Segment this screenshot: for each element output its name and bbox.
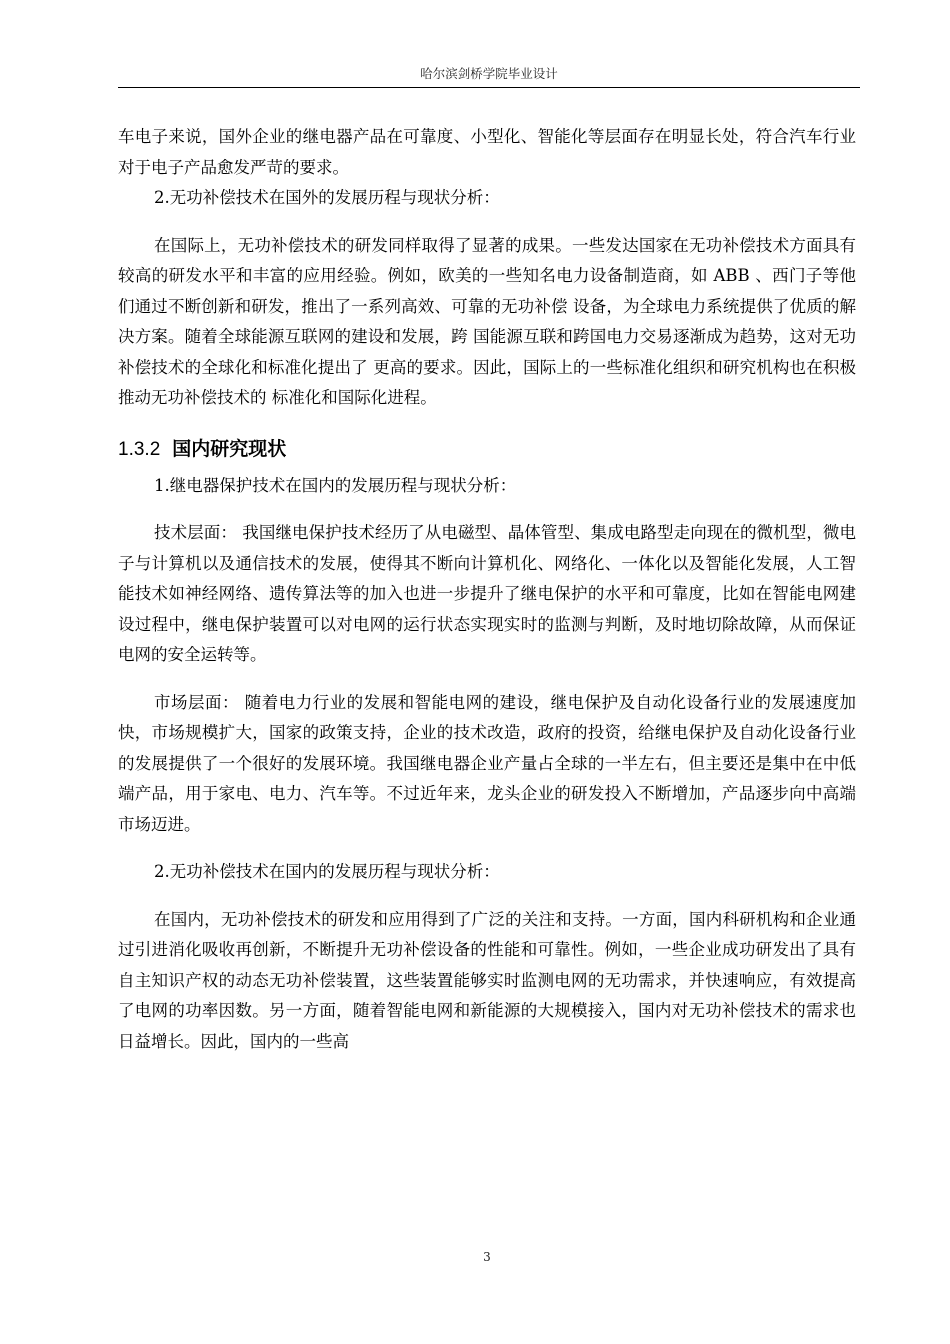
paragraph-foreign-compensation: 在国际上，无功补偿技术的研发同样取得了显著的成果。一些发达国家在无功补偿技术方面具有较高的研发水平和丰富的应用经验。例如，欧美的一些知名电力设备制造商，如 ABB 、西门子等他们通过不断创新和研发，推出了一系列高效、可靠的无功补偿 设备，为全球电力系统提供了优质的解决方案。随着全球能源互联网的建设和发展，跨 国能源互联和跨国电力交易逐渐成为趋势，这对无功补偿技术的全球化和标准化提出了 更高的要求。因此，国际上的一些标准化组织和研究机构也在积极推动无功补偿技术的 标准化和国际化进程。 xyxy=(118,235,856,407)
section-number: 1.3.2 xyxy=(118,438,161,460)
document-body xyxy=(118,122,856,1057)
page-number: 3 xyxy=(483,1250,491,1264)
list-heading-foreign-compensation: 2.无功补偿技术在国外的发展历程与现状分析： xyxy=(154,188,500,207)
section-title: 国内研究现状 xyxy=(172,437,287,460)
list-heading-domestic-relay: 1.继电器保护技术在国内的发展历程与现状分析： xyxy=(154,475,517,495)
section-heading xyxy=(118,436,856,463)
page-header-title: 哈尔滨剑桥学院毕业设计 xyxy=(420,66,558,81)
list-heading-domestic-compensation: 2.无功补偿技术在国内的发展历程与现状分析： xyxy=(154,862,500,881)
header-divider xyxy=(118,87,860,88)
paragraph-market-level: 市场层面： 随着电力行业的发展和智能电网的建设，继电保护及自动化设备行业的发展速度加快，市场规模扩大，国家的政策支持，企业的技术改造，政府的投资，给继电保护及自动化设备行业的发展提供了一个很好的发展环境。我国继电器企业产量占全球的一半左右，但主要还是集中在中低端产品，用于家电、电力、汽车等。不过近年来，龙头企业的研发投入不断增加，产品逐步向中高端市场迈进。 xyxy=(118,692,856,834)
paragraph-domestic-compensation: 在国内，无功补偿技术的研发和应用得到了广泛的关注和支持。一方面，国内科研机构和企业通过引进消化吸收再创新，不断提升无功补偿设备的性能和可靠性。例如，一些企业成功研发出了具有自主知识产权的动态无功补偿装置，这些装置能够实时监测电网的无功需求，并快速响应，有效提高了电网的功率因数。另一方面，随着智能电网和新能源的大规模接入，国内对无功补偿技术的需求也日益增长。因此，国内的一些高 xyxy=(118,909,856,1051)
paragraph-technical-level: 技术层面： 我国继电保护技术经历了从电磁型、晶体管型、集成电路型走向现在的微机型，微电子与计算机以及通信技术的发展，使得其不断向计算机化、网络化、一体化以及智能化发展，人工智能技术如神经网络、遗传算法等的加入也进一步提升了继电保护的水平和可靠度，比如在智能电网建设过程中，继电保护装置可以对电网的运行状态实现实时的监测与判断，及时地切除故障，从而保证电网的安全运转等。 xyxy=(118,523,856,664)
paragraph-continuation: 车电子来说，国外企业的继电器产品在可靠度、小型化、智能化等层面存在明显长处，符合汽车行业对于电子产品愈发严苛的要求。 xyxy=(118,127,856,177)
